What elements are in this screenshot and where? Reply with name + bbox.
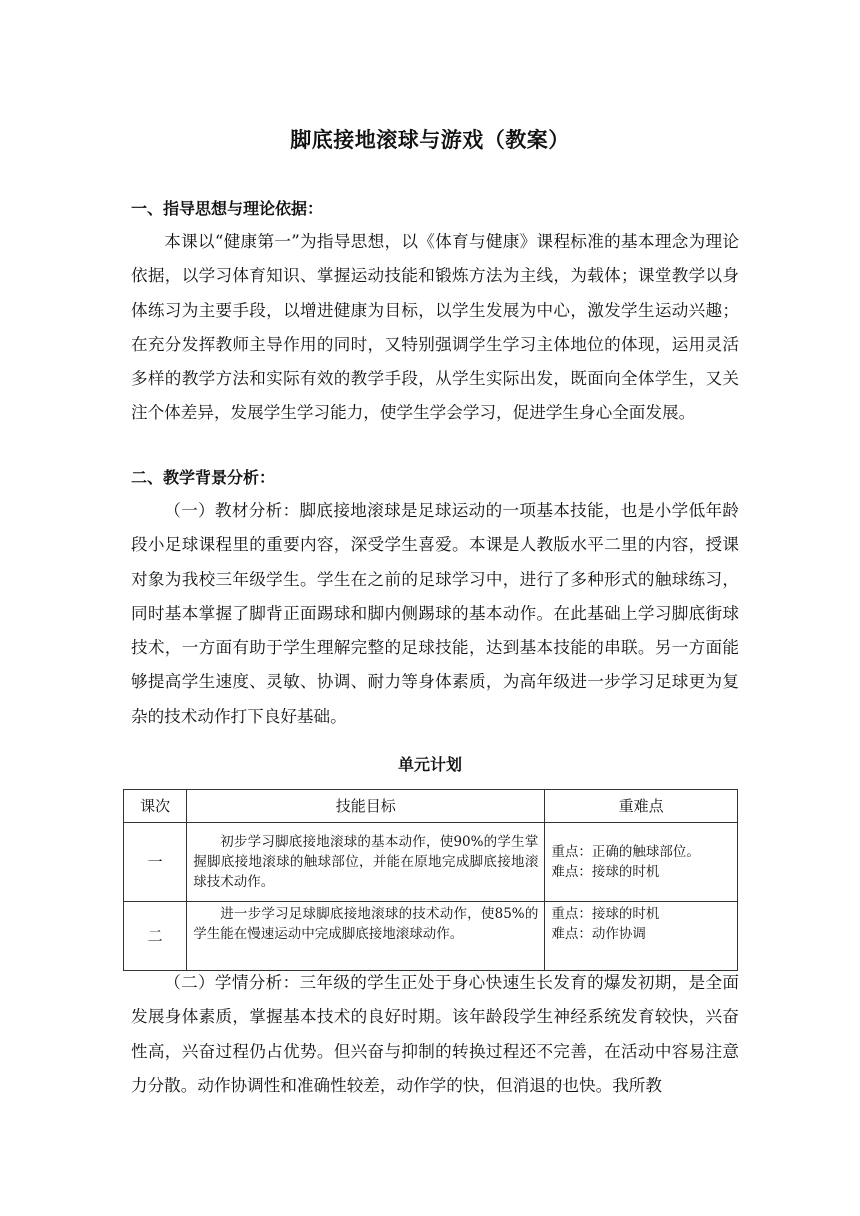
header-key-points: 重难点	[545, 790, 738, 823]
unit-plan-table	[123, 789, 738, 971]
lesson-number: 二	[124, 902, 187, 971]
document-title: 脚底接地滚球与游戏（教案）	[290, 127, 570, 152]
skill-goal-cell	[187, 823, 545, 902]
section-heading-background: 二、教学背景分析：	[131, 468, 276, 487]
table-row	[124, 823, 738, 902]
skill-goal-text: 初步学习脚底接地滚球的基本动作，使90%的学生掌握脚底接地滚球的触球部位，并能在原地完成脚底接地滚球技术动作。	[193, 834, 539, 890]
key-points-cell	[545, 823, 738, 902]
paragraph-student-analysis: （二）学情分析：三年级的学生正处于身心快速生长发育的爆发初期，是全面发展身体素质，掌握基本技术的良好时期。该年龄段学生神经系统发育较快，兴奋性高，兴奋过程仍占优势。但兴奋与抑制的转换过程还不完善，在活动中容易注意力分散。动作协调性和准确性较差，动作学的快，但消退的也快。我所教	[131, 973, 739, 1095]
header-skill-goal: 技能目标	[187, 790, 545, 823]
lesson-number: 一	[124, 823, 187, 902]
key-point-text: 重点：接球的时机	[551, 906, 660, 922]
table-row	[124, 902, 738, 971]
unit-plan-title: 单元计划	[397, 755, 462, 774]
paragraph-material-analysis: （一）教材分析：脚底接地滚球是足球运动的一项基本技能，也是小学低年龄段小足球课程里的重要内容，深受学生喜爱。本课是人教版水平二里的内容，授课对象为我校三年级学生。学生在之前的足球学习中，进行了多种形式的触球练习，同时基本掌握了脚背正面踢球和脚内侧踢球的基本动作。在此基础上学习脚底街球技术，一方面有助于学生理解完整的足球技能，达到基本技能的串联。另一方面能够提高学生速度、灵敏、协调、耐力等身体素质，为高年级进一步学习足球更为复杂的技术动作打下良好基础。	[131, 501, 739, 726]
header-lesson: 课次	[124, 790, 187, 823]
difficulty-text: 难点：动作协调	[551, 926, 646, 942]
skill-goal-text: 进一步学习足球脚底接地滚球的技术动作，使85%的学生能在慢速运动中完成脚底接地滚球动作。	[193, 906, 539, 942]
key-point-text: 重点：正确的触球部位。	[551, 844, 700, 860]
paragraph-guiding-ideas: 本课以“健康第一”为指导思想，以《体育与健康》课程标准的基本理念为理论依据，以学习体育知识、掌握运动技能和锻炼方法为主线，为载体；课堂教学以身体练习为主要手段，以增进健康为目标，以学生发展为中心，激发学生运动兴趣；在充分发挥教师主导作用的同时，又特别强调学生学习主体地位的体现，运用灵活多样的教学方法和实际有效的教学手段，从学生实际出发，既面向全体学生，又关注个体差异，发展学生学习能力，使学生学会学习，促进学生身心全面发展。	[131, 232, 739, 423]
key-points-cell	[545, 902, 738, 971]
difficulty-text: 难点：接球的时机	[551, 864, 660, 880]
table-header-row	[124, 790, 738, 823]
skill-goal-cell	[187, 902, 545, 971]
section-heading-guiding-ideas: 一、指导思想与理论依据：	[131, 199, 324, 218]
